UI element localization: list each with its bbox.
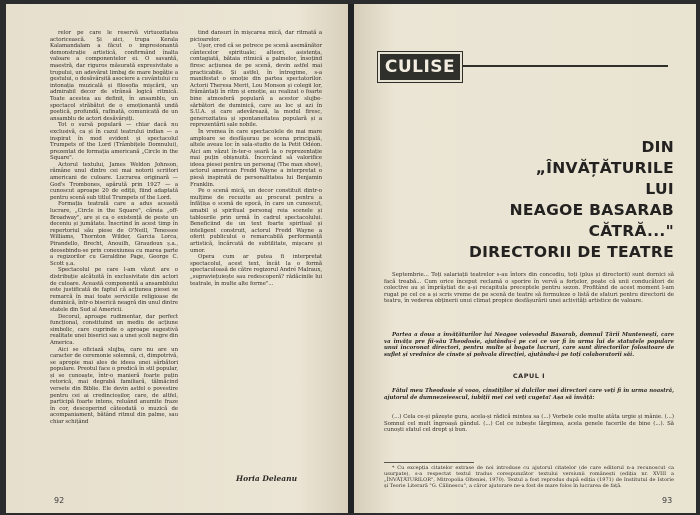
- paragraph: Opera cum ar putea fi interpretat spectacolul, acest text, încât la o formă spectaculoasă de către regizorul André Malraux, „supraviețuiește sau redescoperă? rădăcinile lui teatrale, în multe alte forme"...: [190, 254, 322, 287]
- headline-line: LUI: [645, 180, 674, 198]
- chapter-body: [384, 414, 674, 434]
- paragraph: Tot o sursă populară — chiar dacă nu exclusivă, ca și în cazul teatrului indian — a inspirat în mod evident și spectacolul Trumpets of the Lord (Trâmbițele Domnului), prezentat de formația americană „Circle in the Square".: [50, 122, 178, 162]
- paragraph: Ușor, cred că se petrece pe scenă asemănător cântecelor spirituale; alteori, asistența, contagiată, bătaia ritmică a palmelor, însoțind firesc acțiunea de pe scenă, devin astfel mai practicabile. Și astfel, în întregime, s-a manifestat o emoție din partea spectatorilor. Actorii Theresa Merit, Lou Monson și colegii lor, frământați în ritm și emoție, au realizat o foarte bine atmosferă populară a acestor slujbe-sărbători de duminică, care au loc și azi în S.U.A. și care adevărează, la modul firesc, generozitatea și spontaneitatea populară și a reprezentării sale nobile.: [190, 43, 322, 129]
- left-page: [6, 4, 348, 513]
- chapter-title: CAPUL I: [512, 372, 546, 380]
- paragraph: Pe o scenă mică, un decor constituit dintr-o mulțime de recuzite au procurat pentru a înfățișa o scenă de epocă, în care un cunoscut, amabil și spiritual personaj reia scenele și tablourile prin urmă în cadrul spectacolului. Beneficiind de un text foarte spiritual și inteligent construit, actorul Fredd Wayne a oferit publicului o remarcabilă performanță artistică, încărcată de subtilitate, mișcare și umor.: [190, 188, 322, 254]
- paragraph: tind dansuri în mișcarea mică, dar ritmată a picioarelor.: [190, 30, 322, 43]
- section-label-box: [378, 52, 462, 82]
- paragraph: Formația teatrală care a adus această lucrare, „Circle in the Square", căreia „off-Broadway", are și ca o existență de peste un deceniu și jumătate. Înscriind în acest timp în repertoriul său piese de O'Neill, Tenessee Williams, Thornton Wilder, Garcia Lorca, Pirandello, Brecht, Anouilh, Giraudoux ș.a., deosebindu-se prin conexiunea cu marea parte a regizorilor cu Geraldine Page, George C. Scott ș.a.: [50, 201, 178, 267]
- paragraph: În vremea în care spectacolele de mai mare amploare se desfășurau pe scena principală, altele aveau loc în sala-studio de la Petit Odéon. Aici am văzut în-ter-o seară la o reprezentație mai puțin obișnuită. Încercând să valorifice ideea piesei pentru un personaj (The man show), actorul american Fredd Wayne a interpretat o piesă inspirată de personalitatea lui Benjamin Franklin.: [190, 128, 322, 188]
- author-signature: Horia Deleanu: [236, 474, 298, 483]
- paragraph: Partea a doua a învățăturilor lui Neagoe voievodul Basarab, domnul Țării Muntenești, care va învăța pre fii-său Theodosie, ajutându-i pe cei ce vor fi în urma lui de statutele populare unui încoronat directori, pentru multe și bogate lucruri, care sunt directorilor folositoare de suflet și vrednice de cinste și pohvala direcției, ajutându-i pe toți colaboratorii săi.: [384, 332, 674, 358]
- paragraph: Spectacolul pe care l-am văzut are o distribuție alcătuită în exclusivitate din actori de culoare. Această componentă a ansamblului este justificată de faptul că acțiunea piesei se remarcă în mai toate serviciile religioase de duminică, într-o biserică neagră din unul dintre statele din Sud al Americii.: [50, 267, 178, 313]
- article-intro: [384, 272, 674, 305]
- page-number-left: 92: [54, 496, 65, 505]
- paragraph: relor pe care le reservă virtuozitatea actoricească. Și aici, trupa Kerala Kalamandalam a făcut o impresionantă demonstrație artistică, confirmând înalta valoare a componentelor ei. O savantă, maestră, dar riguros măsurată expresivitate a trupului, un adevărat limbaj de mare bogăție a gestului, o desăvârșită asociere a cuvântului cu intonația muzicală și filosofia mișcării, un admirabil decor de strânsă logică ritmică. Toate acestea au definit, în ansamblu, un spectacol străbătut de o emoționantă undă poetică, profundă, rafinată, comunicată de un ansamblu de actori desăvârșiți.: [50, 30, 178, 122]
- headline-line: „ÎNVĂȚĂTURILE: [535, 159, 674, 177]
- paragraph: Septembrie... Toți salariații teatrelor s-au întors din concediu, toți (plus și directorii) sunt dornici să facă treabă... Cum orice început reclamă o sporire în vervă a forțelor, poate că unii conducători de colective au și împrăștiat de a-și recapitula preceptele pentru sezon. Profitând de acest moment l-am rugat pe cel ce a și scris vreme de pe scenă de teatre să formuleze o listă de sfaturi pentru directorii de teatru, în vederea obținerii unui climat propice desfășurării unei activități artistice de valoare.: [384, 272, 674, 305]
- paragraph: Fătul meu Theodosie și voao, cinstiților și dulcilor mei directori care veți fi în urma noastră, ajutorul de dumnezeieescul, iubiții mei cei veți cugeta! Așa să învăță:: [384, 388, 674, 401]
- paragraph: Aici se oficiază slujba, care nu are un caracter de ceremonie solemnă, ci, dimpotrivă, se apropie mai ales de ideea unei sărbători populare. Preotul face o predică în stil popular, și se cunoaște, într-o manieră foarte puțin retorică, mai degrabă familiară, tălmăcind versete din Biblie. Ele devin astfel o povestire pentru cei ai credincioșilor, care, de altfel, participă foarte intens, reluând anumite fraze în cor, descoperind câteodată o muzică de acompaniament, bătând ritmul din palme, sau chiar schițând: [50, 346, 178, 426]
- article-lead: [384, 332, 674, 358]
- footnote: [384, 465, 674, 489]
- paragraph: (...) Cela ce-și păzește gura, acela-și rădică mintea sa (...) Vorbele cele multe atâta urgie și mânie. (...) Somnul cel mult îngroașă gândul. (...) Cel ce iubește lărgimea, acela genele facerile de bine (...). Să cunoști sfatul cel drept și bun.: [384, 414, 674, 434]
- headline-line: DIRECTORII DE TEATRE: [468, 243, 674, 261]
- article-headline: [374, 137, 674, 263]
- headline-line: NEAGOE BASARAB: [509, 201, 674, 219]
- section-label: CULISE: [384, 57, 456, 77]
- page-number-right: 93: [662, 496, 673, 505]
- chapter-intro: [384, 388, 674, 401]
- header-rule: [462, 65, 668, 67]
- left-column-2: [190, 30, 322, 287]
- left-column-1: [50, 30, 178, 426]
- footnote-rule: [384, 462, 474, 463]
- headline-line: DIN: [641, 138, 674, 156]
- paragraph: Actorul textului, James Weldon Johnson, rămâne unul dintre cei mai notorii scriitori americani de culoare. Lucrarea originară — God's Trombones, apărută prin 1927 — a cunoscut aproape 20 de ediții, fiind adaptată pentru scenă sub titlul Trumpets of the Lord.: [50, 161, 178, 201]
- paragraph: * Cu excepția citatelor extrase de noi introduse cu ajutorul citatelor (de care editorul n-a recunoscut ca usurpate), s-a respectat textul tradus corespunzător textului versiunii românești (ediția nr. XVIII a „ÎNVĂȚĂTURILOR", Mitropolia Olteniei, 1970). Textul a fost reprodus după ediția (1971) de Institutul de Istorie și Teorie Literară "G. Călinescu", a căror ajutorare ne-a fost de mare folos în lucrarea de față.: [384, 465, 674, 489]
- paragraph: Decorul, aproape rudimentar, dar perfect funcțional, constituind un mediu de acțiune simbolic, care cuprinde o aproape sugestivă realitate unei biserici sau a unei școli negre din America.: [50, 313, 178, 346]
- open-book: [6, 4, 696, 513]
- headline-line: CĂTRĂ...": [588, 222, 674, 240]
- right-page: [354, 4, 696, 513]
